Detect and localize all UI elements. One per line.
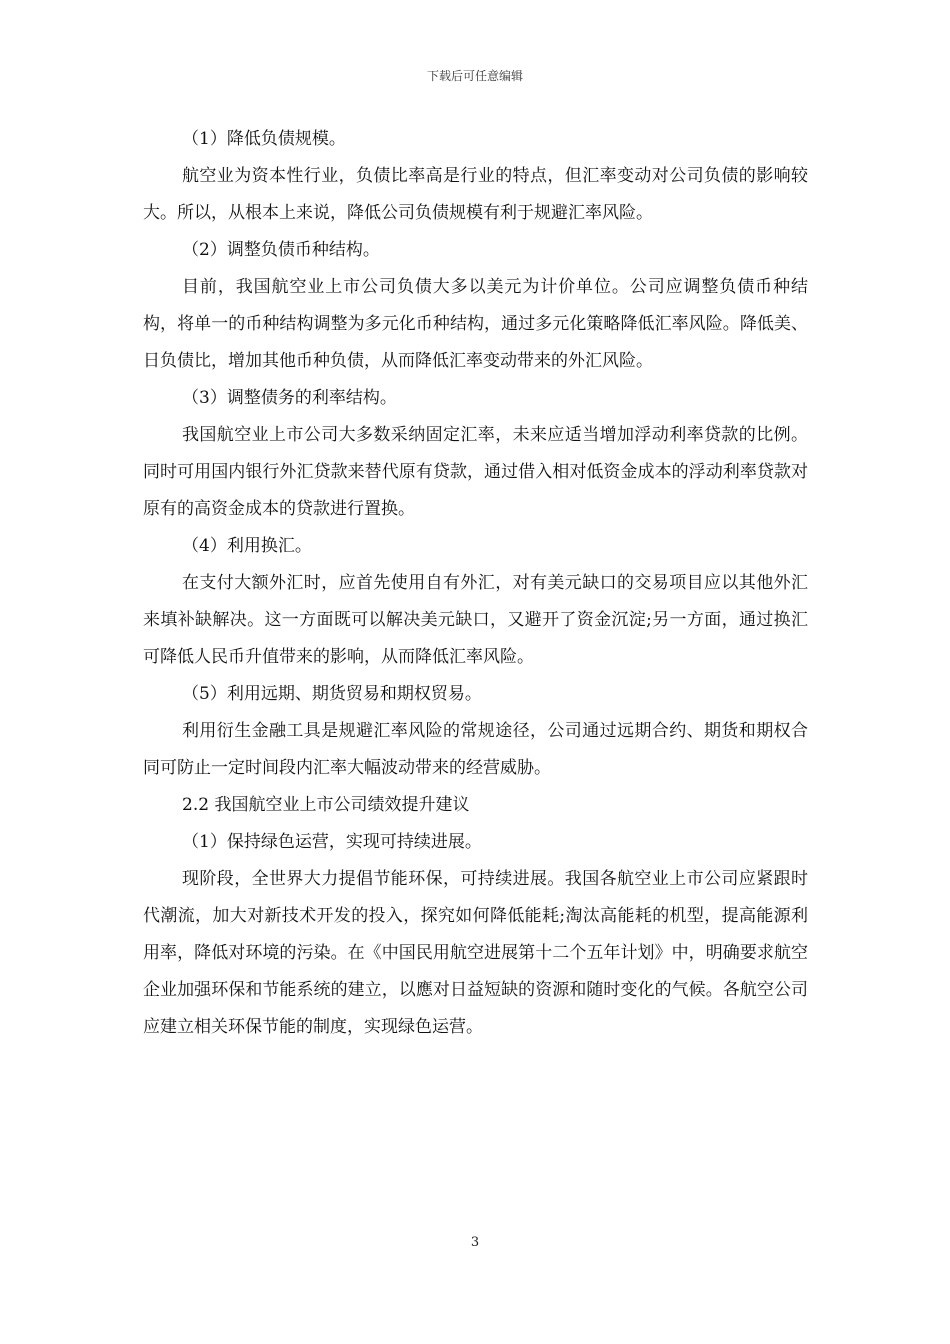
paragraph-currency-structure: 目前，我国航空业上市公司负债大多以美元为计价单位。公司应调整负债币种结构，将单一的币种结构调整为多元化币种结构，通过多元化策略降低汇率风险。降低美、日负债比，增加其他币种负债，从而降低汇率变动带来的外汇风险。 [143, 277, 808, 371]
subheading-currency-exchange: （4）利用换汇。 [182, 536, 312, 556]
paragraph-debt-scale: 航空业为资本性行业，负债比率高是行业的特点，但汇率变动对公司负债的影响较大。所以，从根本上来说，降低公司负债规模有利于规避汇率风险。 [143, 166, 808, 223]
subheading-currency-structure: （2）调整负债币种结构。 [182, 240, 380, 260]
section-heading-performance: 2.2 我国航空业上市公司绩效提升建议 [182, 795, 470, 815]
document-body [143, 121, 808, 1046]
subheading-derivatives: （5）利用远期、期货贸易和期权贸易。 [182, 684, 482, 704]
paragraph-interest-structure: 我国航空业上市公司大多数采纳固定汇率，未来应适当增加浮动利率贷款的比例。同时可用国内银行外汇贷款来替代原有贷款，通过借入相对低资金成本的浮动利率贷款对原有的高资金成本的贷款进行置换。 [143, 425, 808, 519]
subheading-green-operations: （1）保持绿色运营，实现可持续进展。 [182, 832, 482, 852]
paragraph-green-operations: 现阶段，全世界大力提倡节能环保，可持续进展。我国各航空业上市公司应紧跟时代潮流，加大对新技术开发的投入，探究如何降低能耗;淘汰高能耗的机型，提高能源利用率，降低对环境的污染。在《中国民用航空进展第十二个五年计划》中，明确要求航空企业加强环保和节能系统的建立，以應对日益短缺的资源和随时变化的气候。各航空公司应建立相关环保节能的制度，实现绿色运营。 [143, 869, 808, 1037]
subheading-interest-structure: （3）调整债务的利率结构。 [182, 388, 397, 408]
page-header: 下载后可任意编辑 [426, 69, 523, 83]
page-number: 3 [470, 1235, 480, 1250]
paragraph-currency-exchange: 在支付大额外汇时，应首先使用自有外汇，对有美元缺口的交易项目应以其他外汇来填补缺解决。这一方面既可以解决美元缺口，又避开了资金沉淀;另一方面，通过换汇可降低人民币升值带来的影响，从而降低汇率风险。 [143, 573, 808, 667]
subheading-reduce-debt-scale: （1）降低负债规模。 [182, 129, 346, 149]
paragraph-derivatives: 利用衍生金融工具是规避汇率风险的常规途径，公司通过远期合约、期货和期权合同可防止一定时间段内汇率大幅波动带来的经营威胁。 [143, 721, 808, 778]
